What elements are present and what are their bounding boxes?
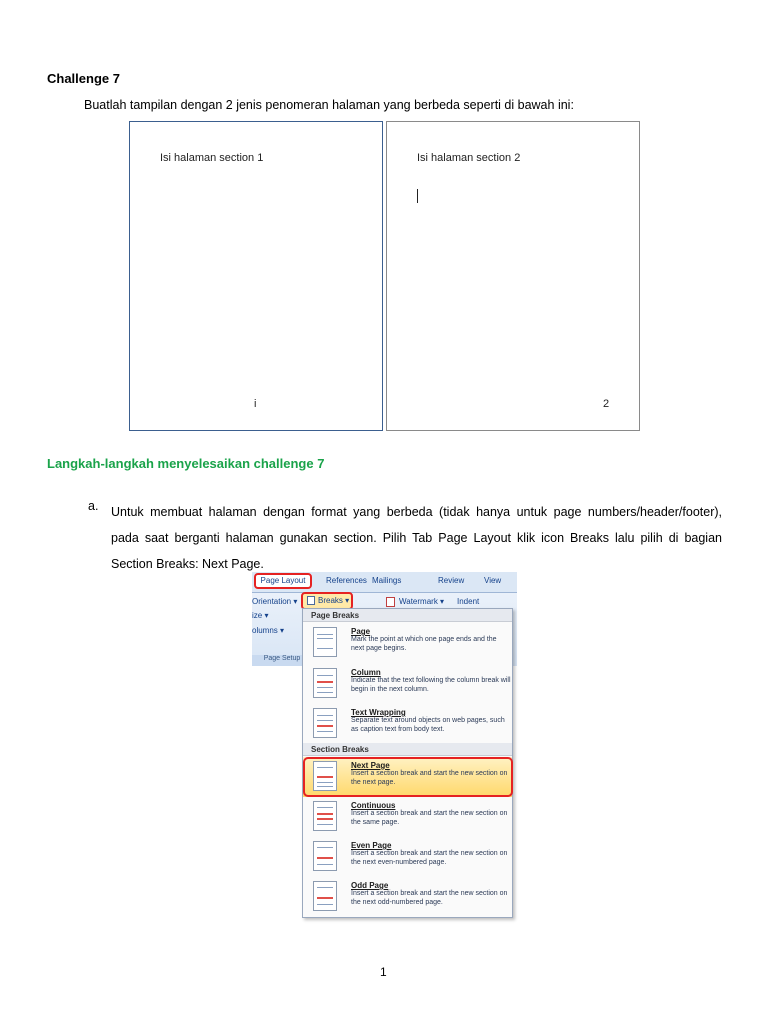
section-breaks-header: Section Breaks	[303, 743, 512, 756]
text-cursor	[417, 189, 418, 203]
step-a-text	[111, 499, 722, 577]
tab-mailings[interactable]: Mailings	[372, 576, 402, 585]
page1-text: Isi halaman section 1	[160, 152, 264, 164]
watermark-button[interactable]	[386, 597, 444, 607]
orientation-button[interactable]: Orientation ▾	[252, 597, 298, 606]
page2-text: Isi halaman section 2	[417, 152, 521, 164]
odd-page-icon	[313, 881, 337, 911]
text-wrapping-icon	[313, 708, 337, 738]
even-page-icon	[313, 841, 337, 871]
menu-item-title: Odd Page	[351, 881, 389, 890]
breaks-menu	[302, 608, 513, 918]
menu-item-desc: Insert a section break and start the new section on the next page.	[351, 770, 508, 786]
ribbon-tabs	[252, 572, 517, 593]
ribbon-screenshot	[252, 572, 517, 918]
menu-item-desc: Insert a section break and start the new section on the next even-numbered page.	[351, 850, 508, 866]
page-setup-group-label: Page Setup	[252, 655, 312, 666]
menu-item-text-wrapping[interactable]	[303, 704, 512, 744]
breaks-icon	[307, 596, 315, 605]
preview-page-1	[129, 121, 383, 431]
tab-references[interactable]: References	[326, 576, 367, 585]
size-button[interactable]: ize ▾	[252, 611, 269, 620]
step-line: Untuk membuat halaman dengan format yang berbeda (tidak hanya untuk page numbers/header/footer),	[111, 505, 722, 519]
menu-item-column[interactable]	[303, 664, 512, 704]
step-line: pada saat berganti halaman gunakan section. Pilih Tab Page Layout klik icon Breaks lalu pilih di bagian	[111, 531, 722, 545]
menu-item-continuous[interactable]	[303, 797, 512, 837]
menu-item-title: Page	[351, 627, 371, 636]
page-break-icon	[313, 627, 337, 657]
menu-item-page[interactable]	[303, 623, 512, 663]
menu-item-desc: Insert a section break and start the new section on the same page.	[351, 810, 508, 826]
menu-item-title: Column	[351, 668, 381, 677]
menu-item-odd-page[interactable]	[303, 877, 512, 917]
page-breaks-header: Page Breaks	[303, 609, 512, 622]
menu-item-even-page[interactable]	[303, 837, 512, 877]
breaks-label: Breaks ▾	[318, 596, 350, 605]
columns-button[interactable]: olumns ▾	[252, 626, 285, 635]
challenge-heading: Challenge 7	[47, 71, 120, 86]
menu-item-title: Next Page	[351, 761, 390, 770]
watermark-icon	[386, 597, 395, 607]
indent-label: Indent	[457, 597, 480, 606]
step-marker: a.	[88, 499, 99, 513]
tab-page-layout[interactable]: Page Layout	[254, 573, 312, 589]
step-line: Section Breaks: Next Page.	[111, 557, 264, 571]
menu-item-desc: Mark the point at which one page ends and the next page begins.	[351, 636, 497, 652]
intro-text: Buatlah tampilan dengan 2 jenis penomeran halaman yang berbeda seperti di bawah ini:	[84, 98, 574, 112]
tab-view[interactable]: View	[484, 576, 502, 585]
tab-review[interactable]: Review	[438, 576, 465, 585]
page1-number: i	[254, 398, 257, 410]
menu-item-title: Even Page	[351, 841, 392, 850]
page2-number: 2	[603, 398, 610, 410]
menu-item-desc: Separate text around objects on web pages, such as caption text from body text.	[351, 717, 505, 733]
menu-item-desc: Insert a section break and start the new section on the next odd-numbered page.	[351, 890, 508, 906]
footer-page-number: 1	[380, 965, 387, 979]
menu-item-desc: Indicate that the text following the column break will begin in the next column.	[351, 677, 511, 693]
menu-item-title: Continuous	[351, 801, 396, 810]
next-page-icon	[313, 761, 337, 791]
preview-page-2	[386, 121, 640, 431]
menu-item-next-page[interactable]	[303, 757, 512, 797]
column-break-icon	[313, 668, 337, 698]
continuous-icon	[313, 801, 337, 831]
menu-item-title: Text Wrapping	[351, 708, 406, 717]
watermark-label: Watermark ▾	[399, 597, 445, 607]
steps-heading: Langkah-langkah menyelesaikan challenge 7	[47, 456, 325, 471]
page-preview	[129, 121, 640, 431]
